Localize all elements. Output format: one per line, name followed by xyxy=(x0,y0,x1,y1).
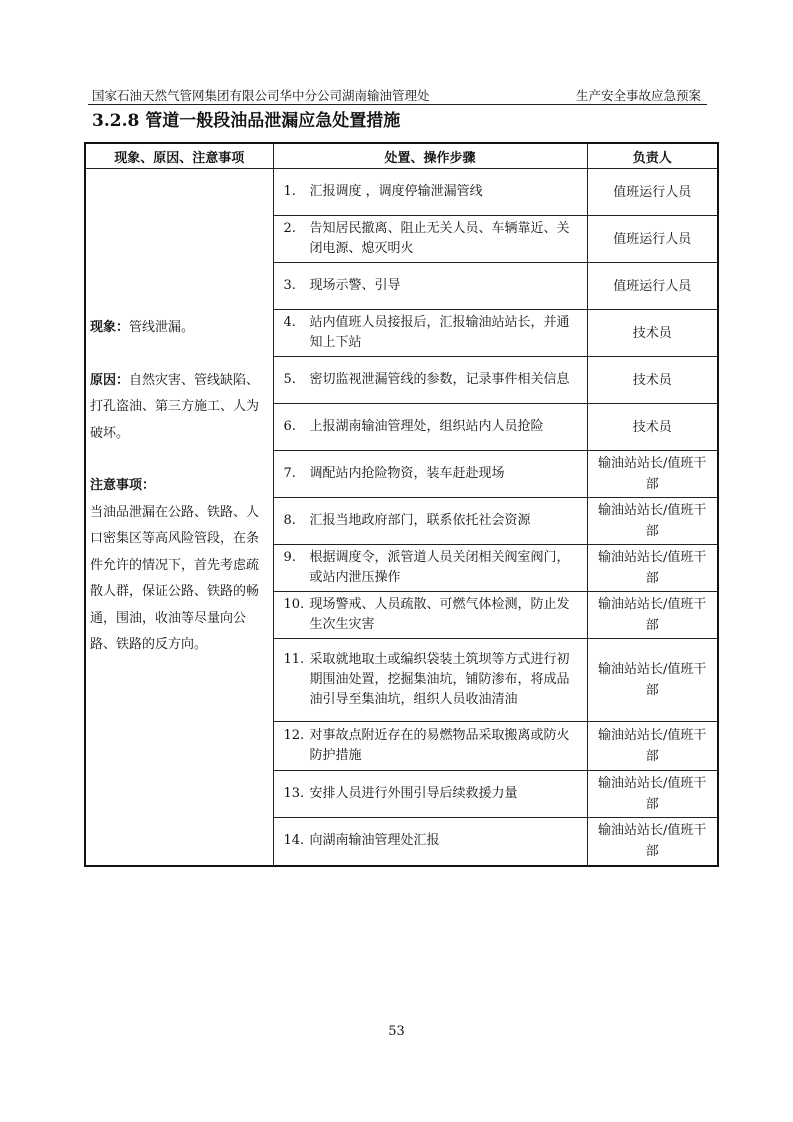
step-cell xyxy=(273,310,587,357)
step-number: 13. xyxy=(283,786,305,801)
step-text: 站内值班人员接报后，汇报输油站站长，并通知上下站 xyxy=(309,315,570,350)
owner-cell: 输油站站长/值班干部 xyxy=(587,498,718,545)
step-cell xyxy=(273,545,587,592)
owner-cell: 技术员 xyxy=(587,404,718,451)
step-number: 3. xyxy=(283,278,296,293)
step-cell xyxy=(273,357,587,404)
header-phenomenon: 现象、原因、注意事项 xyxy=(85,143,273,169)
owner-cell: 值班运行人员 xyxy=(587,216,718,263)
step-cell xyxy=(273,404,587,451)
notes-label: 注意事项： xyxy=(90,478,156,493)
step-cell xyxy=(273,451,587,498)
step-cell xyxy=(273,639,587,722)
step-cell xyxy=(273,169,587,216)
step-text: 现场示警、引导 xyxy=(309,278,401,293)
step-number: 10. xyxy=(283,597,305,612)
phenomenon xyxy=(90,315,267,342)
step-number: 7. xyxy=(283,466,296,481)
header-divider xyxy=(88,104,707,105)
step-text: 向湖南输油管理处汇报 xyxy=(309,833,440,849)
step-text: 安排人员进行外围引导后续救援力量 xyxy=(309,786,518,801)
step-cell xyxy=(273,263,587,310)
step-text: 汇报调度 ，调度停输泄漏管线 xyxy=(309,184,483,199)
step-number: 5. xyxy=(283,372,296,387)
cause-label: 原因： xyxy=(90,372,130,388)
step-text: 采取就地取土或编织袋装土筑坝等方式进行初期围油处置，挖掘集油坑，铺防渗布，将成品油引导至集油坑，组织人员收油清油 xyxy=(309,652,570,707)
owner-cell: 输油站站长/值班干部 xyxy=(587,592,718,639)
table-header-row xyxy=(85,143,718,169)
owner-cell: 技术员 xyxy=(587,310,718,357)
phenomenon-label: 现象： xyxy=(90,320,130,335)
phenomenon-cause-notes-cell xyxy=(85,169,273,866)
owner-cell: 输油站站长/值班干部 xyxy=(587,639,718,722)
step-number: 11. xyxy=(283,652,305,667)
step-cell xyxy=(273,818,587,866)
step-number: 6. xyxy=(283,419,296,434)
step-text: 根据调度令，派管道人员关闭相关阀室阀门，或站内泄压操作 xyxy=(309,550,570,585)
owner-cell: 值班运行人员 xyxy=(587,263,718,310)
step-number: 12. xyxy=(283,728,305,743)
step-text: 汇报当地政府部门，联系依托社会资源 xyxy=(309,513,531,528)
notes-text: 当油品泄漏在公路、铁路、人口密集区等高风险管段，在条件允许的情况下，首先考虑疏散人群，保证公路、铁路的畅通，围油，收油等尽量向公路、铁路的反方向。 xyxy=(90,504,260,652)
step-number: 8. xyxy=(283,513,296,528)
step-text: 现场警戒、人员疏散、可燃气体检测，防止发生次生灾害 xyxy=(309,597,570,632)
cause xyxy=(90,368,267,448)
step-cell xyxy=(273,722,587,771)
owner-cell: 输油站站长/值班干部 xyxy=(587,818,718,866)
step-cell xyxy=(273,592,587,639)
step-text: 对事故点附近存在的易燃物品采取搬离或防火防护措施 xyxy=(309,728,570,763)
section-title: 3.2.8 管道一般段油品泄漏应急处置措施 xyxy=(92,111,401,131)
table-row xyxy=(85,169,718,216)
page-number: 53 xyxy=(388,1024,405,1039)
step-cell xyxy=(273,498,587,545)
step-number: 14. xyxy=(283,833,305,849)
owner-cell: 输油站站长/值班干部 xyxy=(587,451,718,498)
step-text: 告知居民撤离、阻止无关人员、车辆靠近、关闭电源、熄灭明火 xyxy=(309,221,570,256)
step-text: 调配站内抢险物资，装车赶赴现场 xyxy=(309,466,505,481)
step-cell xyxy=(273,216,587,263)
cause-text: 自然灾害、管线缺陷、打孔盗油、第三方施工、人为破坏。 xyxy=(90,372,260,441)
phenomenon-text: 管线泄漏。 xyxy=(129,320,195,335)
step-number: 1. xyxy=(283,184,296,199)
step-number: 4. xyxy=(283,315,296,330)
header-owner: 负责人 xyxy=(587,143,718,169)
owner-cell: 技术员 xyxy=(587,357,718,404)
owner-cell: 值班运行人员 xyxy=(587,169,718,216)
header-doc-title: 生产安全事故应急预案 xyxy=(575,88,701,103)
header-org: 国家石油天然气管网集团有限公司华中分公司湖南输油管理处 xyxy=(92,88,430,103)
header-steps: 处置、操作步骤 xyxy=(273,143,587,169)
step-number: 9. xyxy=(283,550,296,565)
step-cell xyxy=(273,771,587,818)
emergency-procedure-table xyxy=(84,142,719,867)
owner-cell: 输油站站长/值班干部 xyxy=(587,545,718,592)
owner-cell: 输油站站长/值班干部 xyxy=(587,722,718,771)
step-text: 密切监视泄漏管线的参数，记录事件相关信息 xyxy=(309,372,570,387)
step-text: 上报湖南输油管理处，组织站内人员抢险 xyxy=(309,419,544,434)
owner-cell: 输油站站长/值班干部 xyxy=(587,771,718,818)
step-number: 2. xyxy=(283,221,296,236)
